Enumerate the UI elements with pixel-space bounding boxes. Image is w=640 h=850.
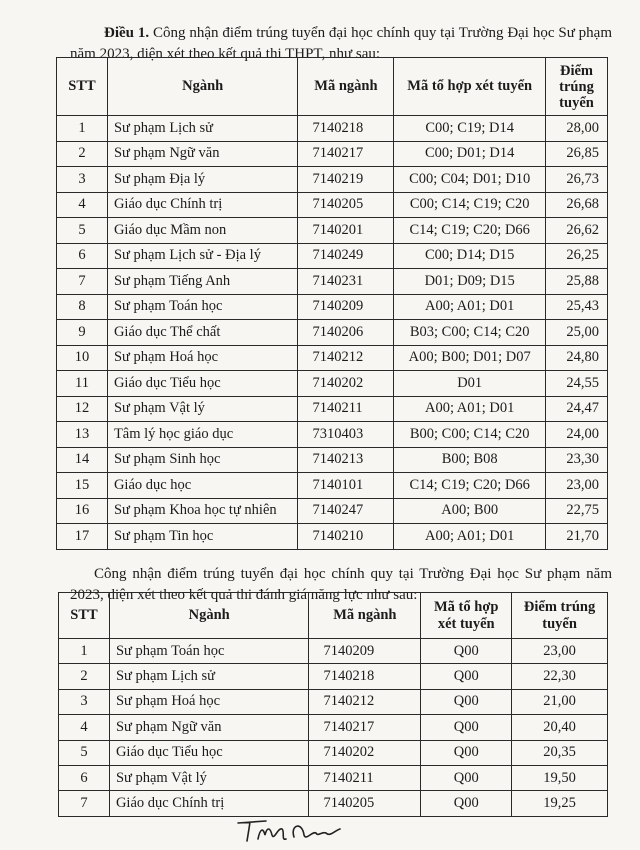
cell-stt: 14 <box>57 447 108 473</box>
cell-major: Sư phạm Khoa học tự nhiên <box>107 498 298 524</box>
cell-major-code: 7140206 <box>298 320 394 346</box>
table-row <box>57 422 608 448</box>
table-row <box>59 664 608 689</box>
header-subject-combination: Mã tổ hợp xét tuyển <box>421 593 512 639</box>
cell-admission-score: 19,25 <box>512 791 608 816</box>
table-row <box>57 243 608 269</box>
cell-admission-score: 23,00 <box>546 473 608 499</box>
cell-admission-score: 23,00 <box>512 639 608 664</box>
cell-major: Sư phạm Hoá học <box>107 345 298 371</box>
cell-major: Sư phạm Ngữ văn <box>109 715 309 740</box>
table-row <box>59 639 608 664</box>
thpt-admission-table <box>56 57 608 550</box>
cell-subject-combination: B00; B08 <box>394 447 546 473</box>
cell-admission-score: 26,85 <box>546 141 608 167</box>
table-row <box>57 524 608 550</box>
cell-subject-combination: A00; B00; D01; D07 <box>394 345 546 371</box>
cell-subject-combination: B03; C00; C14; C20 <box>394 320 546 346</box>
cell-major: Sư phạm Lịch sử - Địa lý <box>107 243 298 269</box>
article-1-text: Công nhận điểm trúng tuyển đại học chính quy tại Trường Đại học Sư phạm năm 2023, diện xét theo kết quả thi THPT, như sau: <box>70 25 613 62</box>
cell-major-code: 7140212 <box>309 689 421 714</box>
cell-major-code: 7140218 <box>298 116 394 142</box>
cell-subject-combination: Q00 <box>421 765 512 790</box>
cell-major-code: 7140202 <box>309 740 421 765</box>
cell-major-code: 7140209 <box>309 639 421 664</box>
table-row <box>59 765 608 790</box>
cell-subject-combination: A00; A01; D01 <box>394 396 546 422</box>
cell-stt: 5 <box>59 740 110 765</box>
cell-major: Sư phạm Vật lý <box>107 396 298 422</box>
cell-admission-score: 23,30 <box>546 447 608 473</box>
cell-major-code: 7140212 <box>298 345 394 371</box>
cell-subject-combination: C14; C19; C20; D66 <box>394 473 546 499</box>
cell-subject-combination: C14; C19; C20; D66 <box>394 218 546 244</box>
table-row <box>57 218 608 244</box>
cell-major-code: 7140205 <box>309 791 421 816</box>
handwritten-signature-icon <box>232 815 362 845</box>
cell-admission-score: 25,88 <box>546 269 608 295</box>
cell-subject-combination: B00; C00; C14; C20 <box>394 422 546 448</box>
cell-major-code: 7140202 <box>298 371 394 397</box>
cell-stt: 12 <box>57 396 108 422</box>
table-row <box>57 192 608 218</box>
cell-subject-combination: Q00 <box>421 740 512 765</box>
cell-major-code: 7140201 <box>298 218 394 244</box>
cell-admission-score: 26,68 <box>546 192 608 218</box>
table-row <box>59 791 608 816</box>
cell-major: Sư phạm Sinh học <box>107 447 298 473</box>
cell-subject-combination: Q00 <box>421 639 512 664</box>
cell-major-code: 7140231 <box>298 269 394 295</box>
cell-stt: 7 <box>57 269 108 295</box>
cell-major-code: 7140213 <box>298 447 394 473</box>
table-row <box>57 447 608 473</box>
cell-stt: 4 <box>59 715 110 740</box>
cell-major: Sư phạm Ngữ văn <box>107 141 298 167</box>
cell-stt: 1 <box>59 639 110 664</box>
cell-subject-combination: Q00 <box>421 664 512 689</box>
cell-admission-score: 28,00 <box>546 116 608 142</box>
cell-subject-combination: D01; D09; D15 <box>394 269 546 295</box>
cell-stt: 11 <box>57 371 108 397</box>
cell-subject-combination: A00; B00 <box>394 498 546 524</box>
cell-major: Giáo dục Mầm non <box>107 218 298 244</box>
cell-major: Sư phạm Toán học <box>107 294 298 320</box>
cell-stt: 4 <box>57 192 108 218</box>
cell-major-code: 7140219 <box>298 167 394 193</box>
cell-major-code: 7140211 <box>298 396 394 422</box>
article-label: Điều 1. <box>104 25 150 41</box>
cell-major: Sư phạm Toán học <box>109 639 309 664</box>
cell-major-code: 7140101 <box>298 473 394 499</box>
cell-major: Tâm lý học giáo dục <box>107 422 298 448</box>
cell-stt: 7 <box>59 791 110 816</box>
cell-stt: 1 <box>57 116 108 142</box>
cell-admission-score: 19,50 <box>512 765 608 790</box>
cell-subject-combination: C00; C19; D14 <box>394 116 546 142</box>
cell-admission-score: 24,47 <box>546 396 608 422</box>
table-row <box>57 141 608 167</box>
thpt-table-body <box>57 116 608 550</box>
cell-major: Sư phạm Lịch sử <box>107 116 298 142</box>
header-major: Ngành <box>109 593 309 639</box>
cell-stt: 3 <box>59 689 110 714</box>
cell-admission-score: 25,00 <box>546 320 608 346</box>
cell-stt: 16 <box>57 498 108 524</box>
table-header-row <box>57 58 608 116</box>
cell-subject-combination: C00; D14; D15 <box>394 243 546 269</box>
second-paragraph: Công nhận điểm trúng tuyển đại học chính quy tại Trường Đại học Sư phạm năm 2023, diện xét theo kết quả thi đánh giá năng lực như sau: <box>70 566 612 603</box>
header-stt: STT <box>59 593 110 639</box>
cell-stt: 10 <box>57 345 108 371</box>
cell-stt: 9 <box>57 320 108 346</box>
header-admission-score: Điểm trúng tuyển <box>546 58 608 116</box>
cell-admission-score: 22,75 <box>546 498 608 524</box>
cell-stt: 8 <box>57 294 108 320</box>
table-row <box>57 116 608 142</box>
table-row <box>59 740 608 765</box>
table-row <box>57 294 608 320</box>
cell-major: Sư phạm Địa lý <box>107 167 298 193</box>
header-subject-combination: Mã tổ hợp xét tuyển <box>394 58 546 116</box>
cell-major: Giáo dục Chính trị <box>107 192 298 218</box>
cell-subject-combination: C00; C04; D01; D10 <box>394 167 546 193</box>
cell-subject-combination: Q00 <box>421 791 512 816</box>
cell-major-code: 7140205 <box>298 192 394 218</box>
cell-major: Sư phạm Hoá học <box>109 689 309 714</box>
table-row <box>57 167 608 193</box>
cell-subject-combination: C00; D01; D14 <box>394 141 546 167</box>
cell-major: Giáo dục học <box>107 473 298 499</box>
cell-major: Giáo dục Thể chất <box>107 320 298 346</box>
cell-admission-score: 20,40 <box>512 715 608 740</box>
cell-major: Sư phạm Tin học <box>107 524 298 550</box>
header-major: Ngành <box>107 58 298 116</box>
cell-admission-score: 25,43 <box>546 294 608 320</box>
cell-major-code: 7140211 <box>309 765 421 790</box>
table-row <box>57 473 608 499</box>
cell-major: Sư phạm Tiếng Anh <box>107 269 298 295</box>
header-major-code: Mã ngành <box>309 593 421 639</box>
table-row <box>57 371 608 397</box>
cell-subject-combination: D01 <box>394 371 546 397</box>
table-row <box>59 715 608 740</box>
cell-major: Sư phạm Vật lý <box>109 765 309 790</box>
cell-subject-combination: C00; C14; C19; C20 <box>394 192 546 218</box>
cell-admission-score: 24,80 <box>546 345 608 371</box>
aptitude-admission-table <box>58 592 608 817</box>
cell-major-code: 7140247 <box>298 498 394 524</box>
cell-major-code: 7140217 <box>298 141 394 167</box>
cell-major-code: 7140209 <box>298 294 394 320</box>
cell-major: Giáo dục Tiểu học <box>109 740 309 765</box>
cell-major-code: 7140218 <box>309 664 421 689</box>
header-stt: STT <box>57 58 108 116</box>
cell-major-code: 7140217 <box>309 715 421 740</box>
cell-subject-combination: Q00 <box>421 715 512 740</box>
cell-admission-score: 21,70 <box>546 524 608 550</box>
cell-major-code: 7140249 <box>298 243 394 269</box>
cell-subject-combination: Q00 <box>421 689 512 714</box>
cell-major-code: 7310403 <box>298 422 394 448</box>
cell-admission-score: 26,25 <box>546 243 608 269</box>
aptitude-table-body <box>59 639 608 817</box>
cell-stt: 2 <box>57 141 108 167</box>
cell-stt: 3 <box>57 167 108 193</box>
cell-major: Sư phạm Lịch sử <box>109 664 309 689</box>
cell-admission-score: 26,62 <box>546 218 608 244</box>
cell-admission-score: 24,55 <box>546 371 608 397</box>
cell-admission-score: 24,00 <box>546 422 608 448</box>
cell-admission-score: 20,35 <box>512 740 608 765</box>
cell-stt: 15 <box>57 473 108 499</box>
cell-subject-combination: A00; A01; D01 <box>394 294 546 320</box>
table-row <box>59 689 608 714</box>
cell-subject-combination: A00; A01; D01 <box>394 524 546 550</box>
cell-stt: 6 <box>59 765 110 790</box>
header-admission-score: Điểm trúng tuyển <box>512 593 608 639</box>
cell-major: Giáo dục Chính trị <box>109 791 309 816</box>
cell-admission-score: 26,73 <box>546 167 608 193</box>
table-row <box>57 345 608 371</box>
cell-stt: 2 <box>59 664 110 689</box>
table-header-row <box>59 593 608 639</box>
cell-stt: 5 <box>57 218 108 244</box>
table-row <box>57 269 608 295</box>
cell-major-code: 7140210 <box>298 524 394 550</box>
cell-stt: 13 <box>57 422 108 448</box>
header-major-code: Mã ngành <box>298 58 394 116</box>
table-row <box>57 498 608 524</box>
table-row <box>57 396 608 422</box>
cell-major: Giáo dục Tiểu học <box>107 371 298 397</box>
cell-admission-score: 21,00 <box>512 689 608 714</box>
cell-stt: 17 <box>57 524 108 550</box>
cell-admission-score: 22,30 <box>512 664 608 689</box>
cell-stt: 6 <box>57 243 108 269</box>
table-row <box>57 320 608 346</box>
